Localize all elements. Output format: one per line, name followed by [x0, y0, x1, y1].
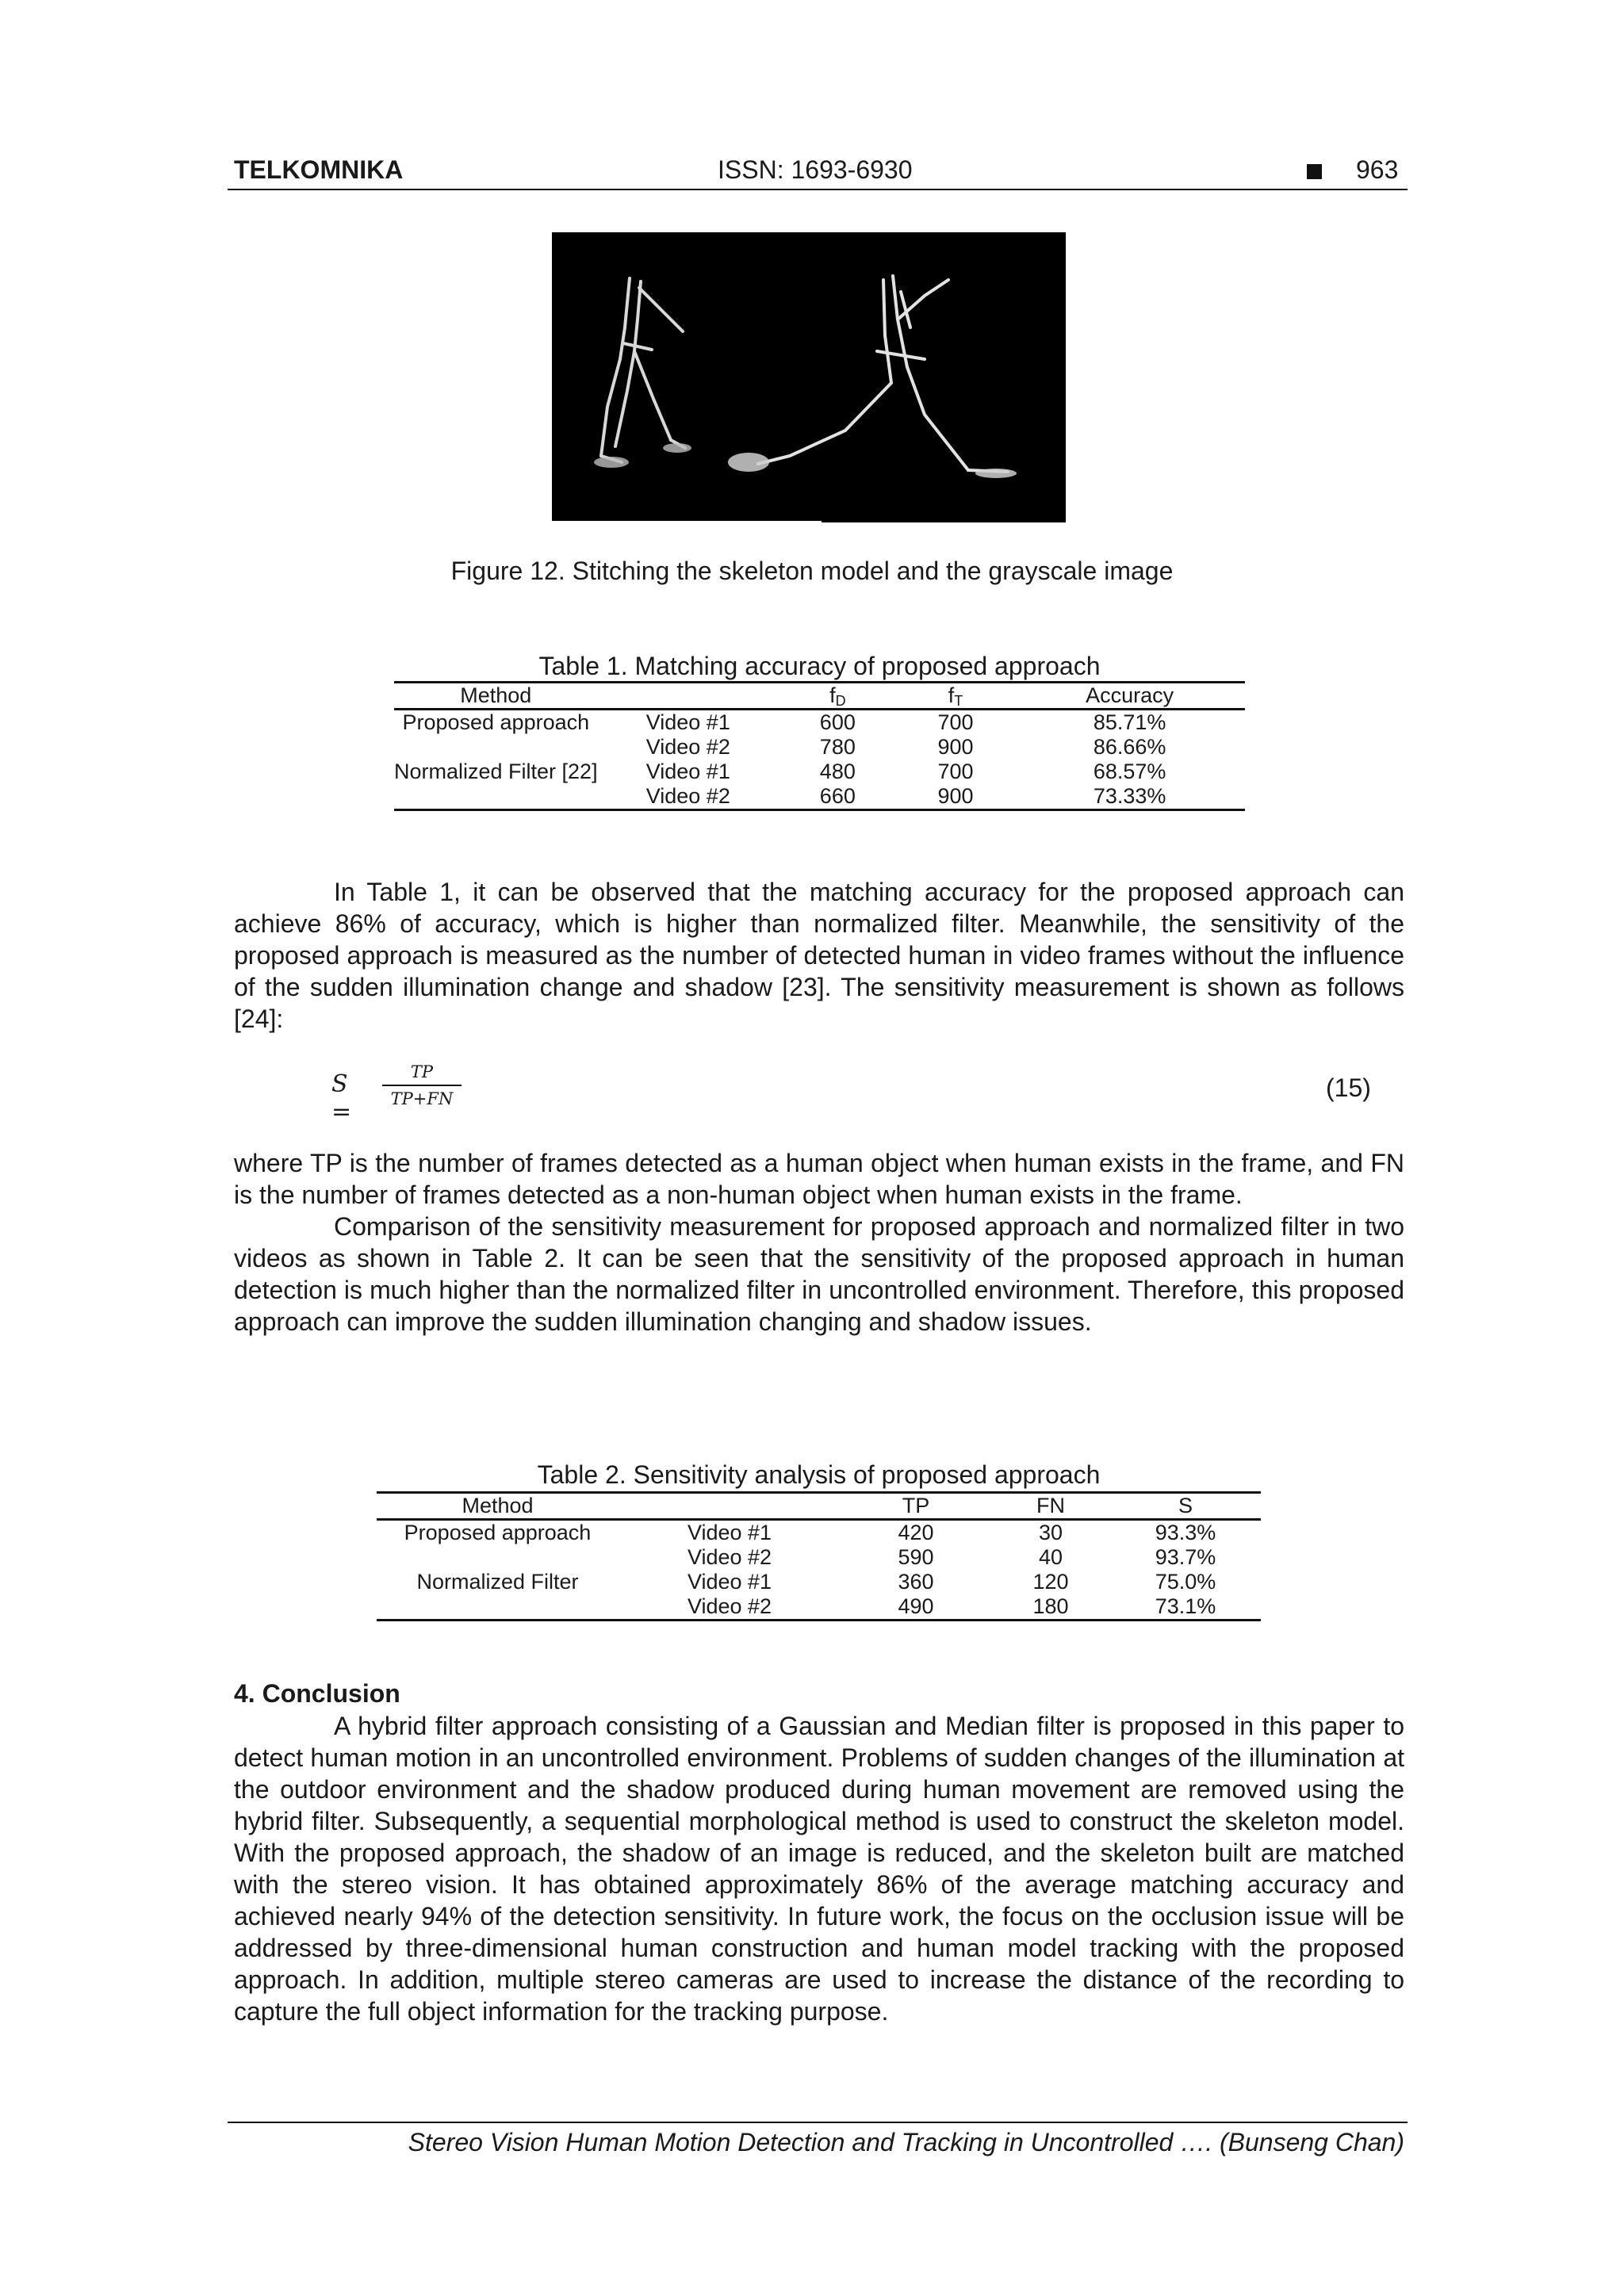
table2-cell-tp: 420 — [898, 1521, 934, 1544]
table2-cell-video: Video #1 — [687, 1570, 772, 1594]
table2-cell-method: Proposed approach — [404, 1521, 592, 1544]
paragraph-conclusion: A hybrid filter approach consisting of a Gaussian and Median filter is proposed in this paper to detect human motion in an uncontrolled environment. Problems of sudden changes of the illumination at the outdoor environment and the shadow produced during human movement are removed using the hybrid filter. Subsequently, a sequential morphological method is used to construct the skeleton model. With the proposed approach, the shadow of an image is reduced, and the skeleton built are matched with the stereo vision. It has obtained approximately 86% of the average matching accuracy and achieved nearly 94% of the detection sensitivity. In future work, the focus on the occlusion issue will be addressed by three-dimensional human construction and human model tracking with the proposed approach. In addition, multiple stereo cameras are used to increase the distance of the recording to capture the full object information for the tracking purpose. — [234, 1712, 1404, 2026]
table2-cell-fn: 180 — [1032, 1594, 1069, 1618]
table-row — [394, 710, 1245, 736]
table2-header-s: S — [1178, 1494, 1193, 1517]
header-rule — [228, 189, 1408, 190]
table2-cell-tp: 360 — [898, 1570, 934, 1594]
table2-cell-fn: 40 — [1038, 1545, 1063, 1569]
equation-denominator: TP+FN — [390, 1089, 454, 1108]
table1-cell-video: Video #1 — [645, 760, 730, 783]
table1-header-fd: $f_D$ — [829, 683, 846, 709]
table1-cell-video: Video #2 — [645, 735, 730, 759]
fraction-bar — [382, 1085, 462, 1086]
table2-cell-tp: 590 — [898, 1545, 934, 1569]
table-row — [377, 1570, 1261, 1594]
table1-header-row — [394, 683, 1245, 710]
table2-header-fn: FN — [1036, 1494, 1065, 1517]
table1-cell-ft: 900 — [937, 735, 974, 759]
table2-cell-tp: 490 — [898, 1594, 934, 1618]
table2-cell-fn: 30 — [1038, 1521, 1063, 1544]
table1-cell-ft: 900 — [937, 784, 974, 808]
table-row — [377, 1545, 1261, 1570]
table2-cell-fn: 120 — [1032, 1570, 1069, 1594]
journal-name: TELKOMNIKA — [234, 155, 404, 184]
table1-cell-ft: 700 — [937, 710, 974, 734]
table2 — [377, 1491, 1261, 1621]
table2-cell-s: 73.1% — [1155, 1594, 1216, 1618]
table1-cell-method: Proposed approach — [402, 710, 590, 734]
table1-cell-accuracy: 73.33% — [1093, 784, 1166, 808]
figure-caption: Figure 12. Stitching the skeleton model and the grayscale image — [450, 557, 1174, 585]
table2-cell-video: Video #2 — [687, 1594, 772, 1618]
table1-cell-video: Video #1 — [645, 710, 730, 734]
square-bullet-icon — [1307, 164, 1322, 179]
table2-header-method: Method — [462, 1494, 534, 1517]
table-row — [394, 760, 1245, 784]
page-number: 963 — [1356, 155, 1399, 184]
skeleton-figure-graphic — [552, 232, 1066, 522]
table2-cell-video: Video #1 — [687, 1521, 772, 1544]
table1-cell-ft: 700 — [937, 760, 974, 783]
table1-header-method: Method — [460, 683, 532, 707]
table2-cell-video: Video #2 — [687, 1545, 772, 1569]
equation-number: (15) — [1326, 1073, 1371, 1102]
table-row — [394, 784, 1245, 810]
table2-cell-s: 93.7% — [1155, 1545, 1216, 1569]
table1-cell-fd: 660 — [819, 784, 856, 808]
table1-cell-video: Video #2 — [645, 784, 730, 808]
table1-cell-method — [394, 784, 598, 810]
table-row — [377, 1594, 1261, 1621]
paragraph-comparison: Comparison of the sensitivity measurement for proposed approach and normalized filter in two videos as shown in Table 2. It can be seen that the sensitivity of the proposed approach in human detection is much higher than the normalized filter in uncontrolled environment. Therefore, this proposed approach can improve the sudden illumination changing and shadow issues. — [234, 1212, 1404, 1336]
table2-header-tp: TP — [902, 1494, 930, 1517]
table2-caption: Table 2. Sensitivity analysis of proposed approach — [537, 1460, 1101, 1489]
equation-fraction — [382, 1061, 462, 1110]
table1-cell-fd: 600 — [819, 710, 856, 734]
paragraph-sensitivity — [234, 1147, 1404, 1337]
footer-rule — [228, 2122, 1408, 2123]
table1-caption: Table 1. Matching accuracy of proposed approach — [538, 652, 1101, 680]
table2-cell-method: Normalized Filter — [416, 1570, 579, 1594]
table2-cell-s: 75.0% — [1155, 1570, 1216, 1594]
paragraph-results: In Table 1, it can be observed that the matching accuracy for the proposed approach can achieve 86% of accuracy, which is higher than normalized filter. Meanwhile, the sensitivity of the proposed approach is measured as the number of detected human in video frames without the influence of the sudden illumination change and shadow [23]. The sensitivity measurement is shown as follows [24]: — [234, 878, 1404, 1033]
equation-lhs: S = — [331, 1070, 352, 1126]
table2-header-video — [619, 1493, 841, 1520]
footer-running-title: Stereo Vision Human Motion Detection and Tracking in Uncontrolled …. (Bunseng Chan) — [408, 2128, 1404, 2156]
table1-cell-fd: 480 — [819, 760, 856, 783]
issn: ISSN: 1693-6930 — [718, 155, 913, 184]
table2-cell-method — [377, 1594, 619, 1621]
paragraph-where: where TP is the number of frames detected as a human object when human exists in the frame, and FN is the number of frames detected as a non-human object when human exists in the frame. — [234, 1149, 1404, 1209]
table1-cell-method: Normalized Filter [22] — [394, 760, 598, 783]
table2-header-row — [377, 1493, 1261, 1520]
table1-header-ft: $f_T$ — [948, 683, 963, 709]
table1-cell-method — [394, 735, 598, 760]
table-row — [394, 735, 1245, 760]
equation-numerator: TP — [410, 1062, 434, 1081]
table2-cell-method — [377, 1545, 619, 1570]
table-row — [377, 1520, 1261, 1546]
table1-cell-fd: 780 — [819, 735, 856, 759]
skeleton-figure-image — [552, 232, 1066, 522]
table2-cell-s: 93.3% — [1155, 1521, 1216, 1544]
table1 — [394, 681, 1245, 811]
table1-cell-accuracy: 68.57% — [1093, 760, 1166, 783]
table1-header-video — [598, 683, 779, 710]
table1-cell-accuracy: 85.71% — [1093, 710, 1166, 734]
table1-header-accuracy: Accuracy — [1086, 683, 1174, 707]
table1-cell-accuracy: 86.66% — [1093, 735, 1166, 759]
section-heading: 4. Conclusion — [234, 1679, 400, 1708]
